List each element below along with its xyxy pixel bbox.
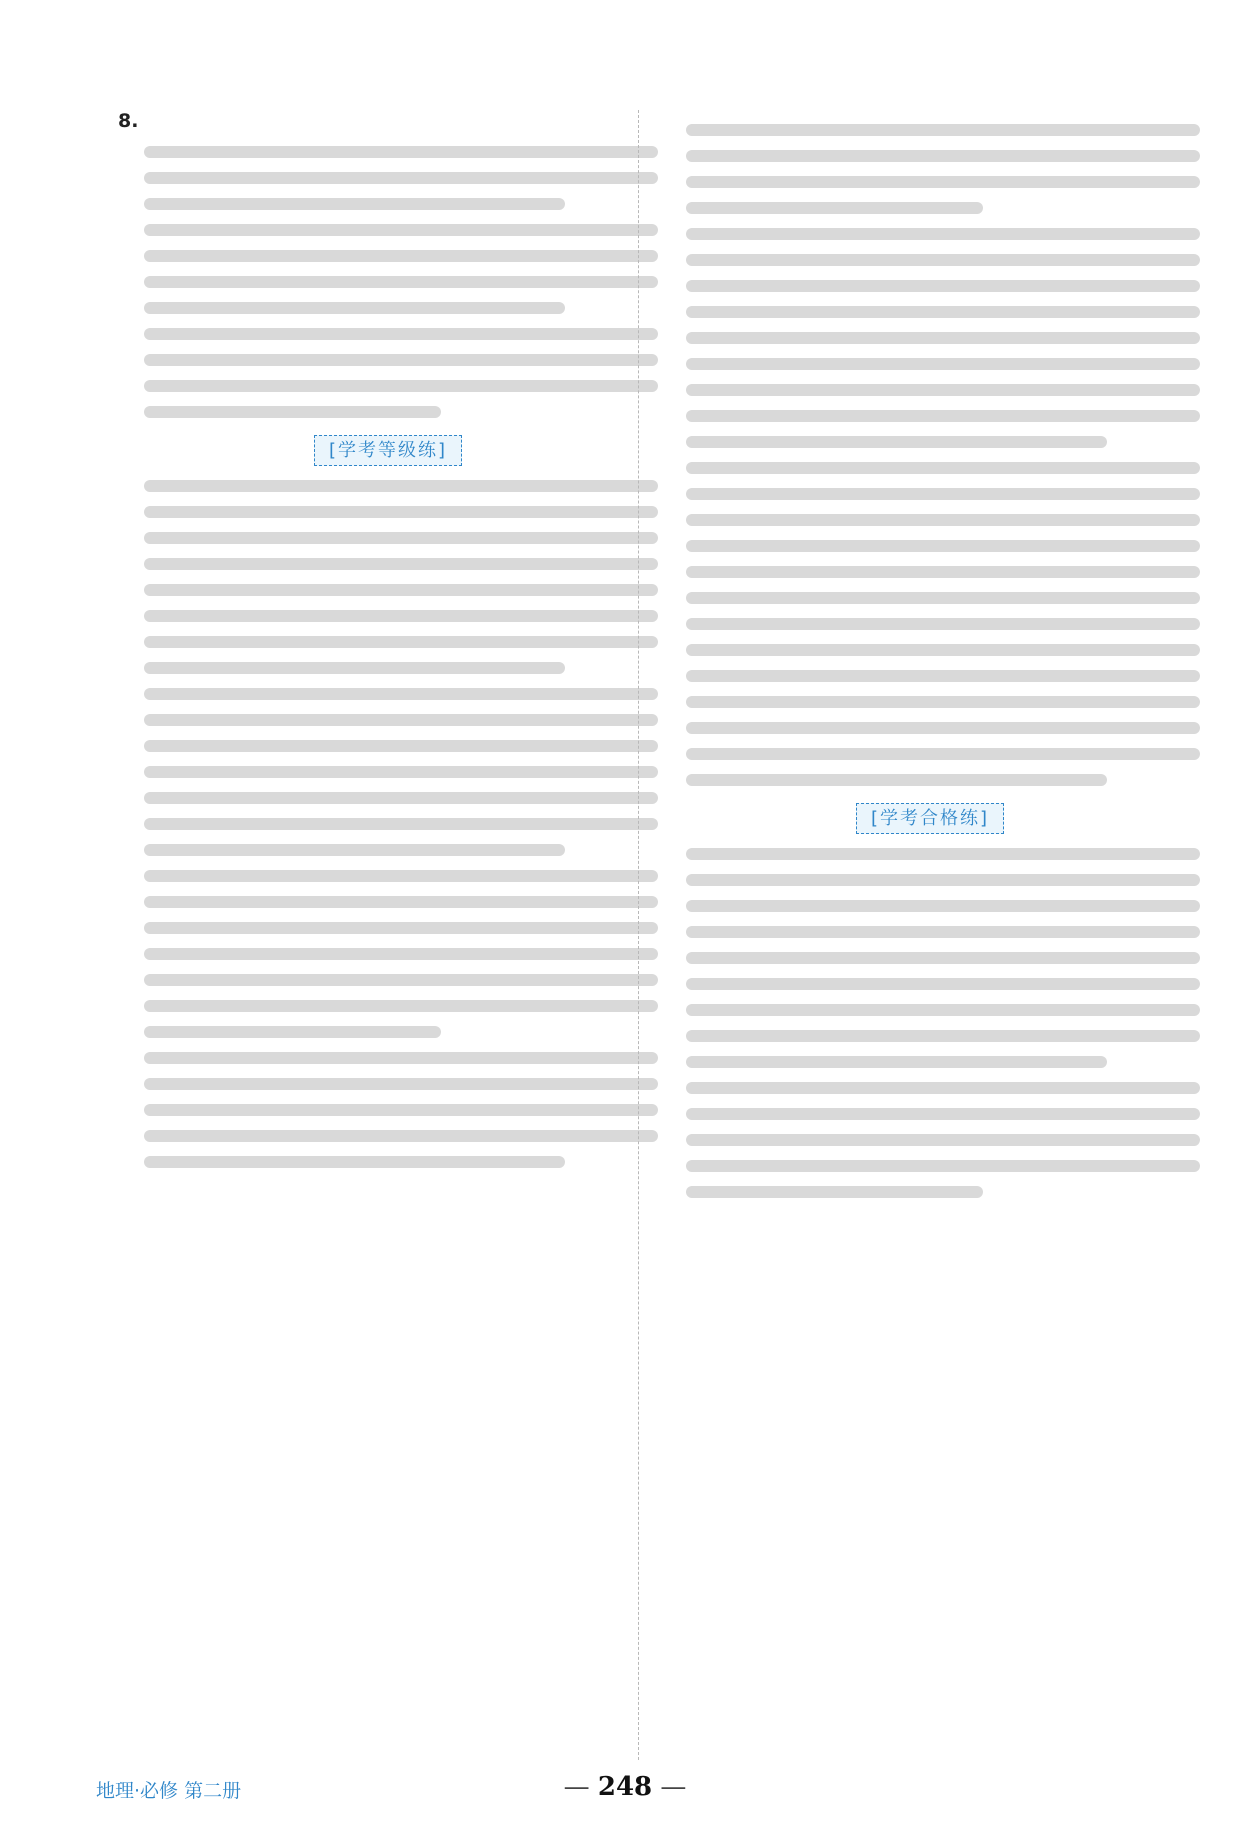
unreadable-text-line (144, 610, 658, 622)
unreadable-text-line (686, 176, 1200, 188)
unreadable-text-line (686, 566, 1200, 578)
unreadable-text-line (144, 1026, 441, 1038)
right-column (660, 110, 1200, 1212)
unreadable-text-line (144, 198, 565, 210)
unreadable-text-line (686, 332, 1200, 344)
unreadable-text-line (144, 740, 658, 752)
unreadable-text-line (686, 722, 1200, 734)
unreadable-text-line (144, 532, 658, 544)
column-divider (638, 110, 639, 1760)
question-block (660, 1082, 1200, 1198)
unreadable-text-line (686, 1030, 1200, 1042)
unreadable-text-line (686, 462, 1200, 474)
book-title: 地理·必修 第二册 (96, 1780, 242, 1802)
unreadable-text-line (686, 1004, 1200, 1016)
unreadable-text-line (686, 670, 1200, 682)
unreadable-text-line (686, 592, 1200, 604)
unreadable-text-line (144, 1000, 658, 1012)
unreadable-text-line (144, 558, 658, 570)
question-block (118, 870, 658, 1038)
unreadable-text-line (686, 384, 1200, 396)
unreadable-text-line (144, 662, 565, 674)
unreadable-text-line (686, 644, 1200, 656)
item-8 (118, 110, 658, 418)
question-block (660, 228, 1200, 448)
unreadable-text-line (686, 978, 1200, 990)
unreadable-text-line (686, 874, 1200, 886)
item-number: 8. (118, 110, 139, 132)
question-block (660, 124, 1200, 214)
unreadable-text-line (144, 276, 658, 288)
unreadable-text-line (686, 228, 1200, 240)
unreadable-text-line (144, 172, 658, 184)
unreadable-text-line (144, 948, 658, 960)
unreadable-text-line (686, 514, 1200, 526)
unreadable-text-line (686, 410, 1200, 422)
unreadable-text-line (686, 1134, 1200, 1146)
unreadable-text-line (686, 540, 1200, 552)
unreadable-text-line (686, 488, 1200, 500)
unreadable-text-line (144, 146, 658, 158)
unreadable-text-line (144, 584, 658, 596)
unreadable-text-line (144, 1130, 658, 1142)
unreadable-text-line (686, 202, 983, 214)
question-block (660, 462, 1200, 786)
unreadable-text-line (686, 1160, 1200, 1172)
section-banner: [学考合格练] (660, 804, 1200, 830)
unreadable-text-line (144, 250, 658, 262)
unreadable-text-line (686, 306, 1200, 318)
unreadable-text-line (144, 922, 658, 934)
unreadable-text-line (144, 328, 658, 340)
unreadable-text-line (686, 124, 1200, 136)
unreadable-text-line (144, 1078, 658, 1090)
unreadable-text-line (144, 1156, 565, 1168)
question-block (118, 1052, 658, 1168)
unreadable-text-line (144, 380, 658, 392)
unreadable-text-line (686, 150, 1200, 162)
unreadable-text-line (686, 280, 1200, 292)
unreadable-text-line (144, 480, 658, 492)
unreadable-text-line (686, 900, 1200, 912)
unreadable-text-line (144, 1052, 658, 1064)
unreadable-text-line (686, 748, 1200, 760)
unreadable-text-line (686, 774, 1107, 786)
unreadable-text-line (144, 636, 658, 648)
unreadable-text-line (686, 952, 1200, 964)
unreadable-text-line (686, 848, 1200, 860)
section-banner: [学考等级练] (118, 436, 658, 462)
unreadable-text-line (144, 870, 658, 882)
unreadable-text-line (144, 766, 658, 778)
unreadable-text-line (686, 1186, 983, 1198)
unreadable-text-line (686, 696, 1200, 708)
page-number: — 248 — (0, 1772, 1250, 1802)
unreadable-text-line (144, 1104, 658, 1116)
unreadable-text-line (686, 254, 1200, 266)
unreadable-text-line (144, 844, 565, 856)
question-block (660, 848, 1200, 1068)
unreadable-text-line (144, 302, 565, 314)
unreadable-text-line (144, 974, 658, 986)
unreadable-text-line (686, 436, 1107, 448)
unreadable-text-line (144, 354, 658, 366)
unreadable-text-line (144, 818, 658, 830)
unreadable-text-line (686, 1056, 1107, 1068)
unreadable-text-line (686, 1082, 1200, 1094)
unreadable-text-line (144, 896, 658, 908)
unreadable-text-line (686, 618, 1200, 630)
unreadable-text-line (686, 1108, 1200, 1120)
question-block (118, 688, 658, 856)
unreadable-text-line (686, 926, 1200, 938)
unreadable-text-line (686, 358, 1200, 370)
unreadable-text-line (144, 506, 658, 518)
unreadable-text-line (144, 224, 658, 236)
question-block (118, 480, 658, 674)
unreadable-text-line (144, 792, 658, 804)
left-column (118, 110, 658, 1182)
unreadable-text-line (144, 688, 658, 700)
unreadable-text-line (144, 714, 658, 726)
unreadable-text-line (144, 406, 441, 418)
